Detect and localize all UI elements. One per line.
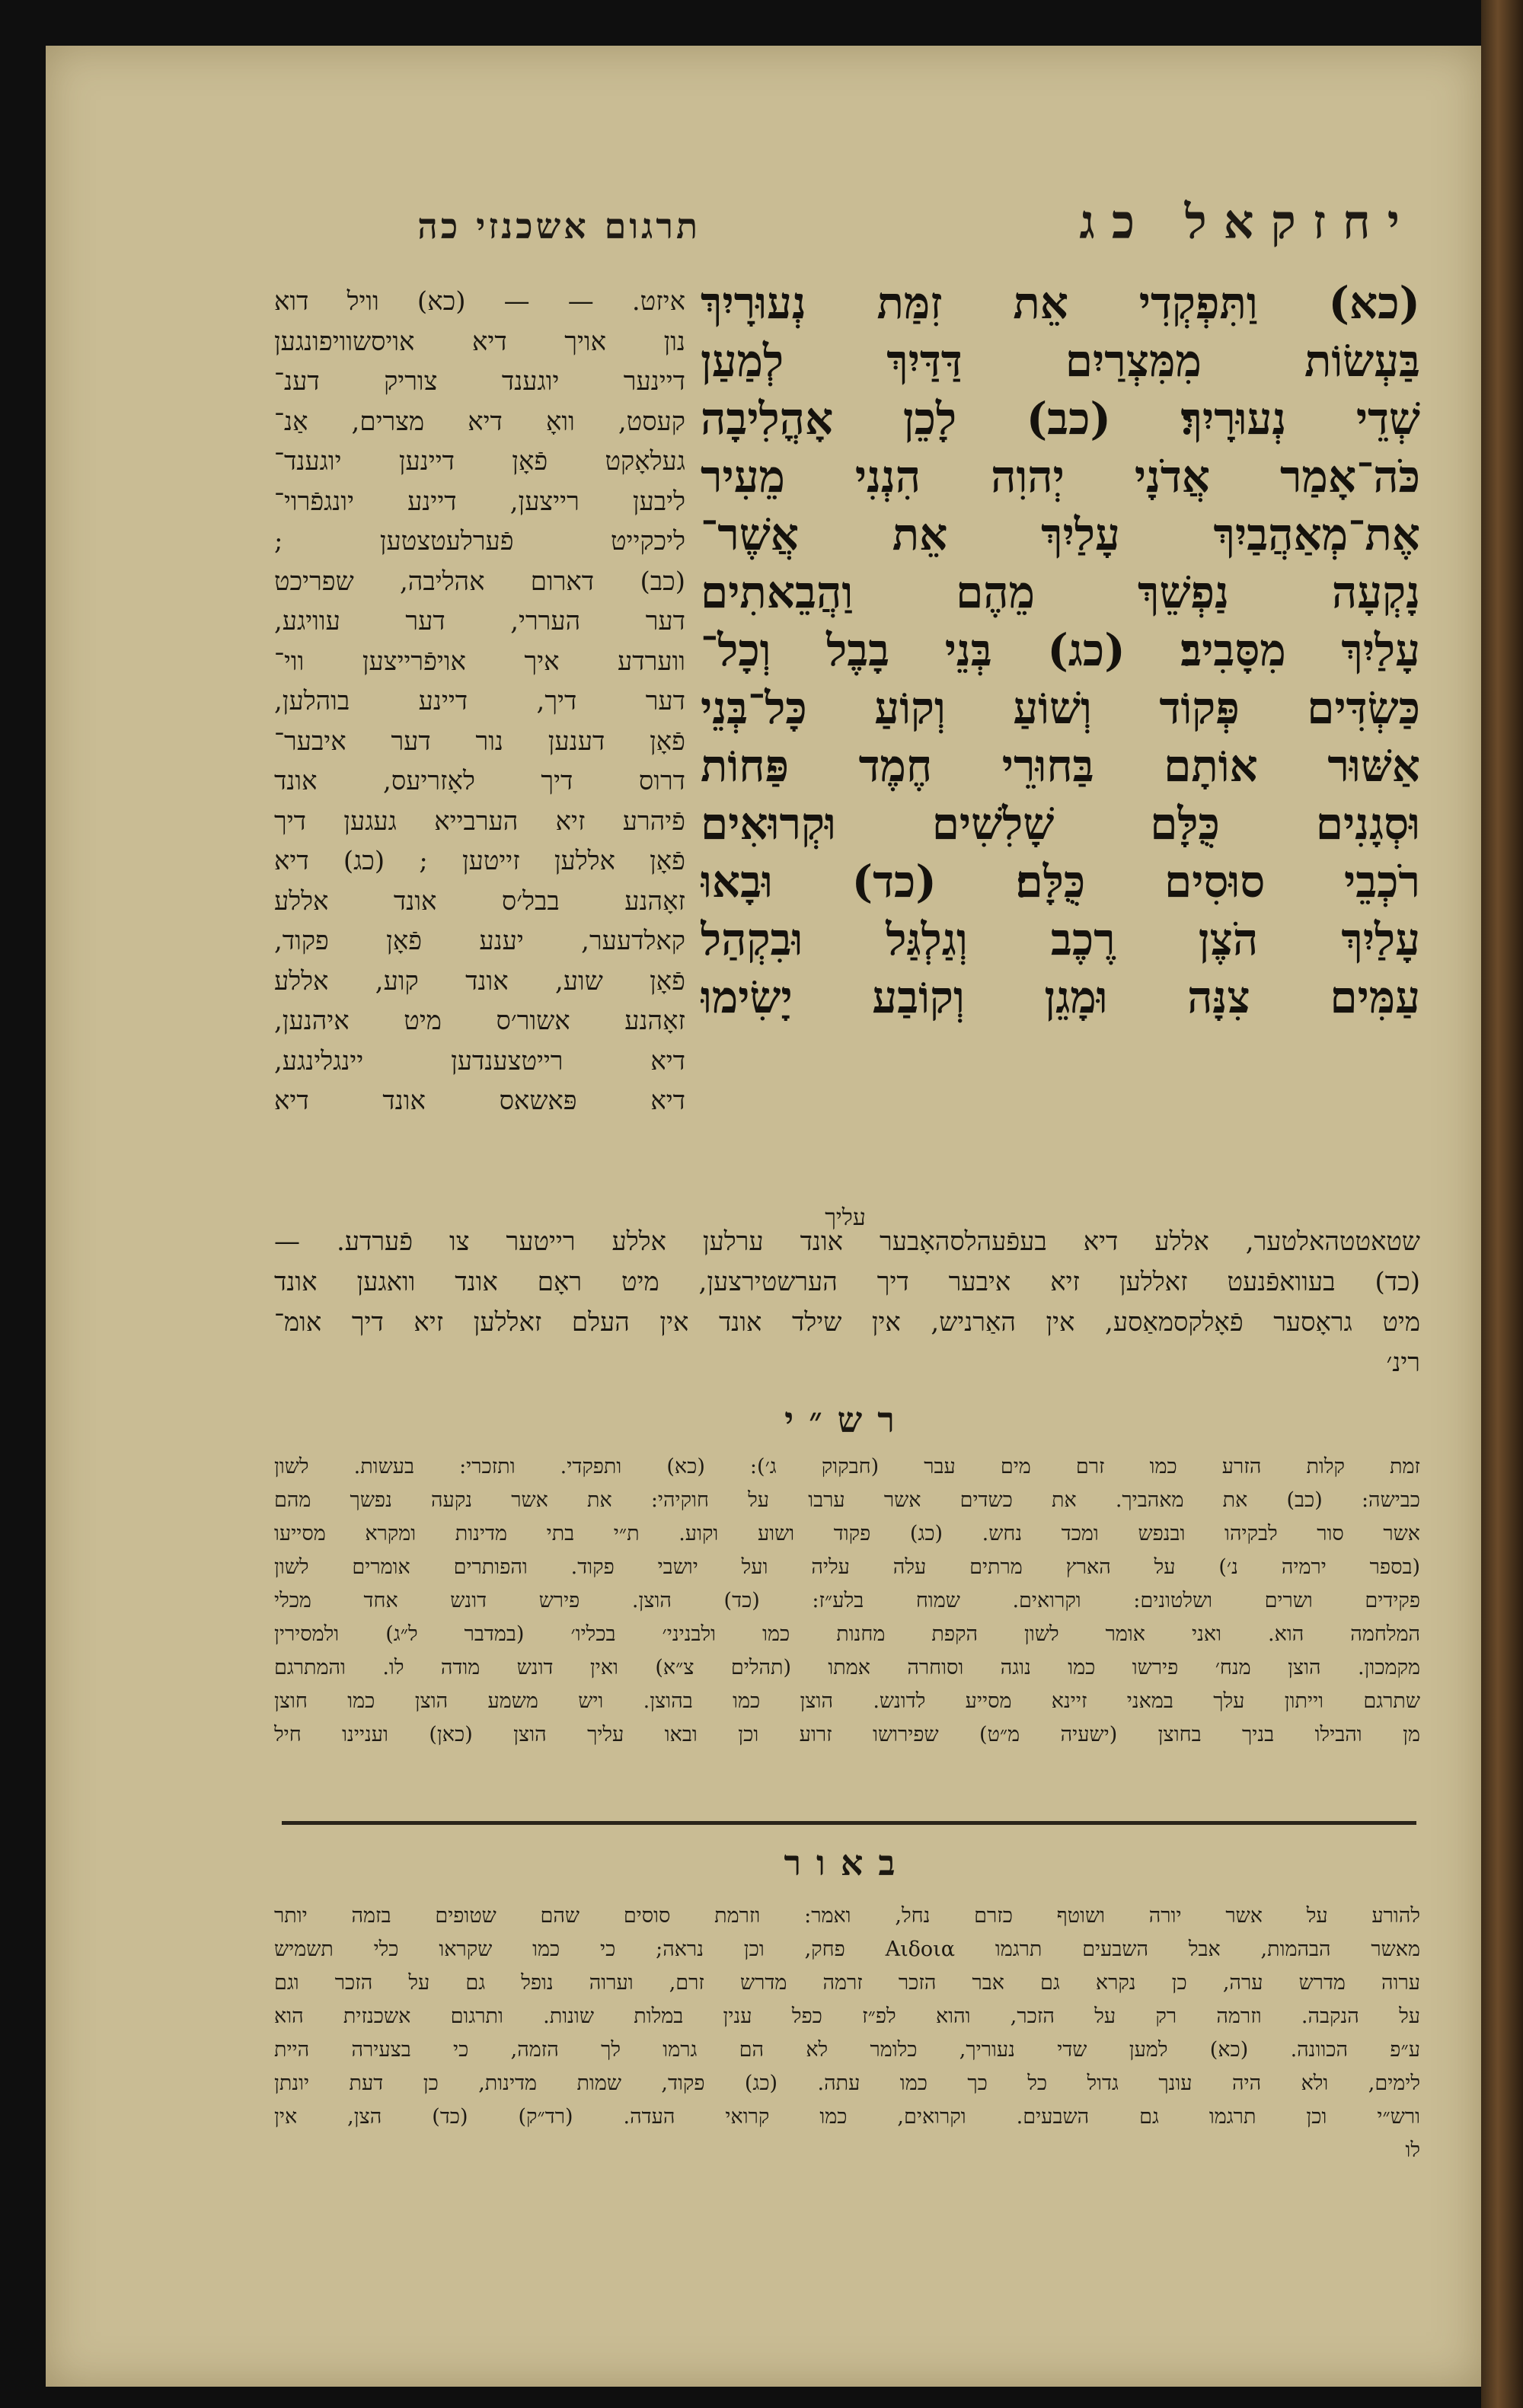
main-text-line: אַשּׁוּר אוֹתָם בַּחוּרֵי חֶמֶד פַּחוֹת: [701, 740, 1420, 792]
commentary-line: מקמכון. הוצן מנח׳ פירשו כמו נוגה וסוחרה אמתו (תהלים צ״א) ואין דונש מודה לו. והמתרגם: [274, 1656, 1420, 1679]
main-text-line: (כא) וַתִּפְקְדִי אֵת זִמַּת נְעוּרָיִךְ: [701, 277, 1420, 329]
commentary-line: לו: [1405, 2138, 1420, 2162]
translation-line: פֿאָן אללען זייטען ; (כג) דיא: [274, 846, 685, 876]
translation-line: ליכקייט פֿערלעטצטען ;: [274, 526, 685, 557]
commentary-line: להורע על אשר יורה ושוטף כזרם נחל, ואמר: וזרמת סוסים שהם שטופים בזמה יותר: [274, 1904, 1420, 1928]
translation-line: דער דיך, דיינע בוהלען,: [274, 686, 685, 716]
translation-line: מיט גראָסער פֿאָלקסמאַסע, אין האַרניש, אין שילד אונד אין העלם זאללען זיא דיך אומ־: [274, 1307, 1420, 1338]
translation-line: איזט. — — (כא) וויל דוא: [274, 286, 685, 317]
running-head-translation-page: תרגום אשכנזי כה: [417, 206, 701, 247]
translation-line: דיא רייטצענדען יינגלינגע,: [274, 1045, 685, 1076]
translation-line: זאָהנע בבל׳ס אונד אללע: [274, 885, 685, 917]
commentary-line: מן והבילו בניך בחוצן (ישעיה מ״ט) שפירושו זרוע וכן ובאו עליך הוצן (כאן) ועניינו חיל: [274, 1723, 1420, 1746]
translation-line: דיא פּאשאס אונד דיא: [274, 1086, 685, 1116]
main-text-line: כֹּה־אָמַר אֲדֹנָי יְהוִה הִנְנִי מֵעִיר: [701, 451, 1420, 502]
translation-line: שטאטטהאלטער, אללע דיא בעפֿעהלסהאָבער אונד ערלען אללע רייטער צו פֿערדע. —: [274, 1226, 1420, 1257]
commentary-line: אשר סור לבקיהו ובנפש ומכד נחש. (כג) פקוד ושוע וקוע. ת״י בתי מדינות ומקרא מסייעו: [274, 1522, 1420, 1545]
translation-line: פֿאָן שוע, אונד קוע, אללע: [274, 965, 685, 997]
commentary-line: שתרגם וייתון עלך במאני זיינא מסייע לדונש. הוצן כמו בהוצן. ויש משמע הוצן כמו חוצן: [274, 1689, 1420, 1713]
catchword: עליך: [825, 1204, 866, 1231]
translation-line: דיינער יוגענד צוריק דענ־: [274, 366, 685, 397]
translation-line: פֿיהרע זיא הערבייא געגען דיך: [274, 805, 685, 837]
main-text-line: עָלַיִךְ מִסָּבִיב׃ (כג) בְּנֵי בָבֶל וְכָל־: [701, 624, 1420, 676]
commentary-line: ורש״י וכן תרגמו גם השבעים. וקרואים, כמו קרואי העדה. (רד״ק) (כד) הצן, אין: [274, 2105, 1420, 2129]
commentary-line: המלחמה הוא. ואני אומר לשון הקפת מחנות כמו ולבניני׳ בכליו׳ (במדבר ל״ג) ולמסירין: [274, 1622, 1420, 1646]
commentary-line: זמת קלות הזרע כמו זרם מים עבר (חבקוק ג׳): (כא) ותפקדי. ותזכרי: בעשות. לשון: [274, 1455, 1420, 1478]
commentary-line: מאשר הבהמות, אבל השבעים תרגמו Αιδοια פחק, וכן נראה; כי כמו שקראו כלי תשמיש: [274, 1938, 1420, 1961]
commentary-line: ערוה מדרש ערה, כן נקרא גם אבר הזכר זרמה מדרש זרם, וערוה נופל גם על הזכר וגם: [274, 1971, 1420, 1995]
commentary-line: לימים, ולא היה עונך גדול כל כך כמו עתה. (כג) פקוד, שמות מדינות, כן דעת יונתן: [274, 2072, 1420, 2095]
translation-line: פֿאָן דענען נור דער איבער־: [274, 726, 685, 757]
section-divider: [282, 1821, 1416, 1825]
translation-line: קעסט, וואָ דיא מצרים, אַנ־: [274, 406, 685, 437]
main-text-line: כַּשְׂדִּים פְּקוֹד וְשׁוֹעַ וְקוֹעַ כָּל־בְּנֵי: [701, 682, 1420, 734]
rashi-heading: רש״י: [784, 1399, 910, 1440]
rashi-commentary: [274, 1450, 1420, 1752]
main-text-line: בַּעְשׂוֹת מִמִּצְרַיִם דַּדַּיִךְ לְמַעַן: [701, 335, 1420, 387]
commentary-line: על הנקבה. וזרמה רק על הזכר, והוא לפ״ז כפל ענין במלות שונות. ותרגום אשכנזית הוא: [274, 2005, 1420, 2028]
translation-line: נון אויך דיא אויסשוויפונגען: [274, 326, 685, 357]
translation-column: [274, 282, 685, 1121]
translation-line: רינ׳: [1386, 1348, 1420, 1378]
main-text-line: שְׁדֵי נְעוּרָיִךְ׃ (כב) לָכֵן אָהֳלִיבָה: [701, 393, 1420, 445]
translation-line: געלאָקט פֿאָן דיינען יוגענד־: [274, 446, 685, 477]
main-text-line: עָלַיִךְ הֹצֶן רֶכֶב וְגַלְגַּל וּבִקְהַל: [701, 914, 1420, 965]
main-text-line: רֹכְבֵי סוּסִים כֻּלָּם׃ (כד) וּבָאוּ: [701, 856, 1420, 907]
commentary-line: (בספר ירמיה נ׳) על הארץ מרתים עלה עליה ועל יושבי פקוד. והפותרים אומרים לשון: [274, 1555, 1420, 1579]
book-spine: [1481, 0, 1523, 2408]
main-text-line: נָקְעָה נַפְשֵׁךְ מֵהֶם וַהֲבֵאתִים: [701, 566, 1420, 618]
translation-line: (כב) דארום אהליבה, שפריכט: [274, 566, 685, 597]
commentary-line: פקידים ושרים ושלטונים: וקרואים. שמוח בלע״ז: (כד) הוצן. פירש דונש אחד מכלי: [274, 1589, 1420, 1612]
translation-line: דער העררי, דער עוויגע,: [274, 606, 685, 636]
commentary-line: כבישה: (כב) את מאהביך. את כשדים אשר ערבו על חוקיהי: את אשר נקעה נפשך מהם: [274, 1488, 1420, 1512]
main-text-line: עַמִּים צִנָּה וּמָגֵן וְקוֹבַע יָשִׂימוּ: [701, 971, 1420, 1023]
running-head-book-chapter: יחזקאל כג: [1079, 194, 1416, 250]
main-text-line: וּסְגָנִים כֻּלָּם שָׁלִשִׁים וּקְרוּאִים: [701, 798, 1420, 850]
translation-line: ליבען רייצען, דיינע יונגפֿרוי־: [274, 486, 685, 517]
hebrew-main-text: [701, 274, 1420, 1026]
biur-heading: באור: [784, 1842, 911, 1883]
biur-commentary: [274, 1899, 1420, 2167]
translation-line: ווערדע איך אויפֿרייצען ווי־: [274, 646, 685, 677]
translation-line: דרוס דיך לאָזריעס, אונד: [274, 766, 685, 796]
translation-line: (כד) בעוואפֿנעט זאללען זיא איבער דיך הערשטירצען, מיט ראָם אונד וואגען אונד: [274, 1267, 1420, 1297]
main-text-line: אֶת־מְאַהֲבַיִךְ עָלַיִךְ אֵת אֲשֶׁר־: [701, 509, 1420, 560]
commentary-line: ע״פ הכוונה. (כא) למען שדי נעוריך, כלומר לא הם גרמו לך הזמה, כי בצעירה היית: [274, 2038, 1420, 2062]
translation-continuation: [274, 1222, 1420, 1383]
translation-line: קאלדעער, יענע פֿאָן פקוד,: [274, 926, 685, 956]
translation-line: זאָהנע אשור׳ס מיט איהנען,: [274, 1006, 685, 1036]
